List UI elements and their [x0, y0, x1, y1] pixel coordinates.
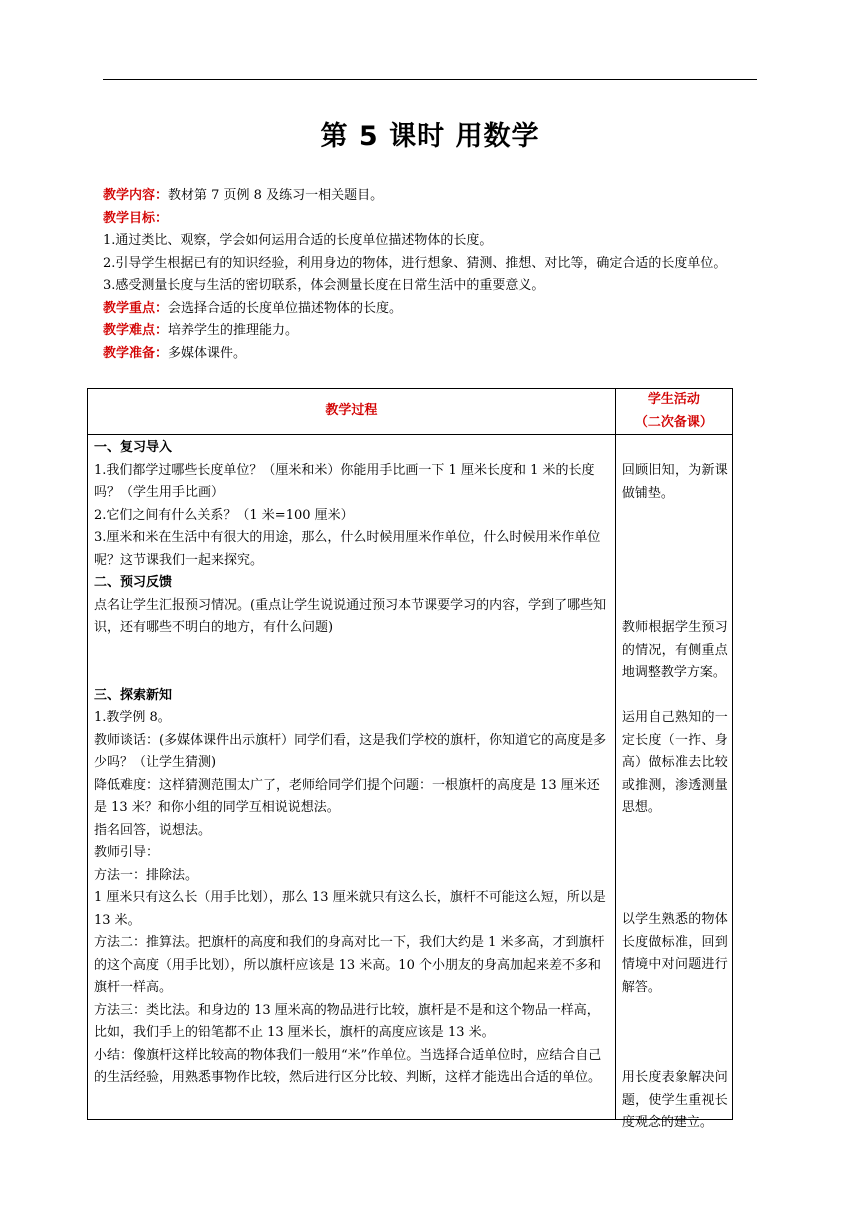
header-activity: [615, 389, 732, 435]
table-header-row: [88, 389, 733, 435]
section-line: 教师谈话：(多媒体课件出示旗杆）同学们看，这是我们学校的旗杆，你知道它的高度是多少吗？（让学生猜测): [94, 732, 607, 770]
goal-item: 2.引导学生根据已有的知识经验，利用身边的物体，进行想象、猜测、推想、对比等，确定合适的长度单位。: [103, 255, 727, 271]
section-line: 方法三：类比法。和身边的 13 厘米高的物品进行比较，旗杆是不是和这个物品一样高，比如，我们手上的铅笔都不止 13 厘米长，旗杆的高度应该是 13 米。: [94, 1002, 600, 1040]
section-line: 教师引导：: [94, 845, 160, 860]
key-label: 教学重点：: [103, 300, 169, 316]
section-line: 方法一：排除法。: [94, 867, 199, 883]
content-row: [103, 185, 763, 208]
process-cell: [88, 435, 616, 1120]
goals-row: [103, 208, 763, 231]
section-title: 三、探索新知: [94, 687, 173, 703]
prep-row: [103, 343, 763, 366]
section-line: 点名让学生汇报预习情况。(重点让学生说说通过预习本节课要学习的内容，学到了哪些知识，还有哪些不明白的地方，有什么问题): [94, 597, 607, 635]
section-line: 1 厘米只有这么长（用手比划），那么 13 厘米就只有这么长，旗杆不可能这么短，所以是 13 米。: [94, 890, 606, 928]
table-body-row: [88, 435, 733, 1120]
section-line: 方法二：推算法。把旗杆的高度和我们的身高对比一下，我们大约是 1 米多高，才到旗杆的这个高度（用手比划），所以旗杆应该是 13 米高。10 个小朋友的身高加起来差不多和旗杆一样高。: [94, 935, 605, 995]
difficulty-row: [103, 320, 763, 343]
section-title: 一、复习导入: [94, 440, 173, 455]
lesson-intro: [103, 185, 763, 365]
header-rule: [103, 79, 757, 80]
difficulty-text: 培养学生的推理能力。: [168, 323, 299, 338]
lesson-plan-table: [87, 388, 733, 1130]
side-note: 运用自己熟知的一定长度（一拃、身高）做标准去比较或推测，渗透测量思想。: [621, 710, 728, 815]
key-row: [103, 298, 763, 321]
content-text: 教材第 7 页例 8 及练习一相关题目。: [168, 188, 384, 203]
side-note: 回顾旧知，为新课做铺垫。: [621, 463, 728, 501]
header-activity-line2: （二次备课）: [634, 414, 713, 430]
section-line: 1.教学例 8。: [94, 710, 171, 725]
side-note: 以学生熟悉的物体长度做标准，回到情境中对问题进行解答。: [621, 912, 728, 995]
activity-cell: [615, 435, 732, 1130]
section-line: 降低难度：这样猜测范围太广了，老师给同学们提个问题：一根旗杆的高度是 13 厘米还是 13 米？和你小组的同学互相说说想法。: [94, 777, 600, 815]
side-note: 用长度表象解决问题，使学生重视长度观念的建立。: [621, 1070, 728, 1130]
section-line: 3.厘米和米在生活中有很大的用途，那么，什么时候用厘米作单位，什么时候用米作单位呢？这节课我们一起来探究。: [94, 530, 601, 568]
header-process: 教学过程: [88, 389, 616, 435]
spacer: [94, 640, 609, 685]
header-activity-line1: 学生活动: [647, 392, 700, 407]
goal-item: 1.通过类比、观察，学会如何运用合适的长度单位描述物体的长度。: [103, 233, 493, 248]
section-line: 2.它们之间有什么关系？（1 米=100 厘米）: [94, 507, 354, 523]
goals-label: 教学目标：: [103, 210, 169, 226]
section-line: 小结：像旗杆这样比较高的物体我们一般用“米”作单位。当选择合适单位时，应结合自己的生活经验，用熟悉事物作比较，然后进行区分比较、判断，这样才能选出合适的单位。: [94, 1047, 602, 1085]
side-note: 教师根据学生预习的情况，有侧重点地调整教学方案。: [621, 620, 728, 680]
section-line: 指名回答，说想法。: [94, 822, 212, 838]
prep-label: 教学准备：: [103, 345, 169, 361]
page-title: 第 5 课时 用数学: [320, 121, 540, 152]
key-text: 会选择合适的长度单位描述物体的长度。: [168, 300, 403, 316]
content-label: 教学内容：: [103, 188, 169, 203]
section-title: 二、预习反馈: [94, 575, 173, 590]
prep-text: 多媒体课件。: [168, 345, 247, 361]
difficulty-label: 教学难点：: [103, 323, 169, 338]
goal-item: 3.感受测量长度与生活的密切联系，体会测量长度在日常生活中的重要意义。: [103, 278, 545, 293]
section-line: 1.我们都学过哪些长度单位？（厘米和米）你能用手比画一下 1 厘米长度和 1 米的长度吗？（学生用手比画）: [94, 462, 595, 500]
